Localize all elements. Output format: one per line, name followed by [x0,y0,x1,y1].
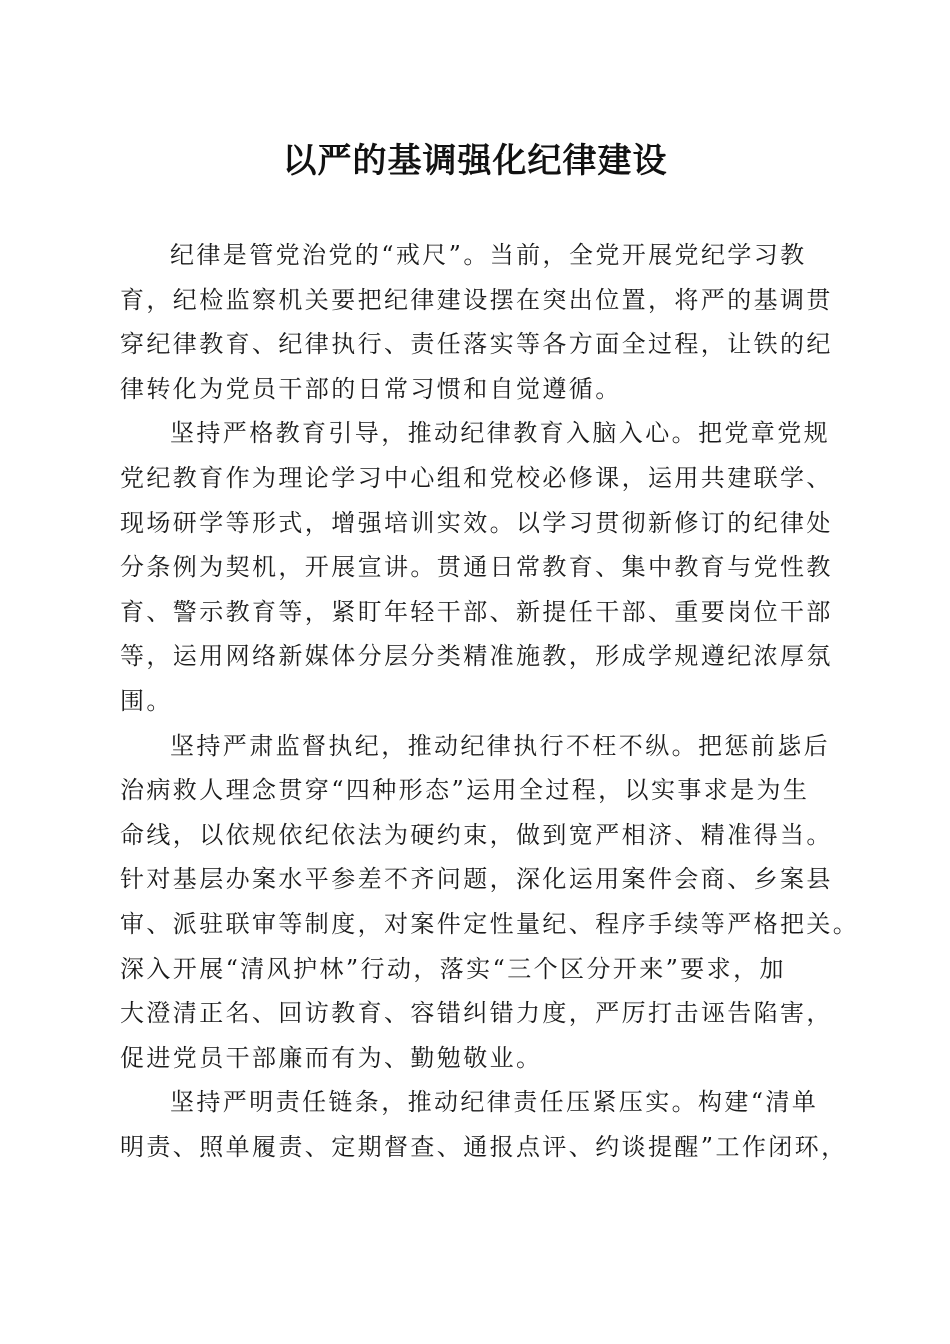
text-line: 穿纪律教育、纪律执行、责任落实等各方面全过程，让铁的纪 [120,330,833,359]
text-line: 命线，以依规依纪依法为硬约束，做到宽严相济、精准得当。 [120,820,833,849]
text-line: 党纪教育作为理论学习中心组和党校必修课，运用共建联学、 [120,463,833,492]
text-line: 审、派驻联审等制度，对案件定性量纪、程序手续等严格把关。 [120,909,860,938]
paragraph-intro [120,233,832,411]
document-title: 以严的基调强化纪律建设 [282,141,668,181]
paragraph-supervision [120,724,860,1081]
text-line: 坚持严肃监督执纪，推动纪律执行不枉不纵。把惩前毖后 [170,731,830,760]
text-line: 纪律是管党治党的“戒尺”。当前，全党开展党纪学习教 [170,241,807,269]
paragraph-education [120,411,832,723]
text-line: 坚持严格教育引导，推动纪律教育入脑入心。把党章党规 [170,419,830,448]
text-line: 促进党员干部廉而有为、勤勉敬业。 [120,1043,543,1072]
document-body [120,233,860,1169]
text-line: 育、警示教育等，紧盯年轻干部、新提任干部、重要岗位干部 [120,597,833,626]
text-line: 围。 [120,686,173,715]
text-line: 等，运用网络新媒体分层分类精准施教，形成学规遵纪浓厚氛 [120,642,833,671]
text-line: 大澄清正名、回访教育、容错纠错力度，严厉打击诬告陷害， [120,999,833,1028]
paragraph-responsibility [120,1080,848,1169]
text-line: 现场研学等形式，增强培训实效。以学习贯彻新修订的纪律处 [120,508,833,537]
text-line: 坚持严明责任链条，推动纪律责任压紧压实。构建“清单 [170,1088,819,1117]
text-line: 分条例为契机，开展宣讲。贯通日常教育、集中教育与党性教 [120,553,833,582]
text-line: 育，纪检监察机关要把纪律建设摆在突出位置，将严的基调贯 [120,285,833,314]
text-line: 针对基层办案水平参差不齐问题，深化运用案件会商、乡案县 [120,865,833,894]
text-line: 律转化为党员干部的日常习惯和自觉遵循。 [120,374,622,403]
text-line: 明责、照单履责、定期督查、通报点评、约谈提醒”工作闭环， [120,1132,848,1161]
text-line: 深入开展“清风护林”行动，落实“三个区分开来”要求，加 [120,954,786,983]
text-line: 治病救人理念贯穿“四种形态”运用全过程，以实事求是为生 [120,776,810,805]
